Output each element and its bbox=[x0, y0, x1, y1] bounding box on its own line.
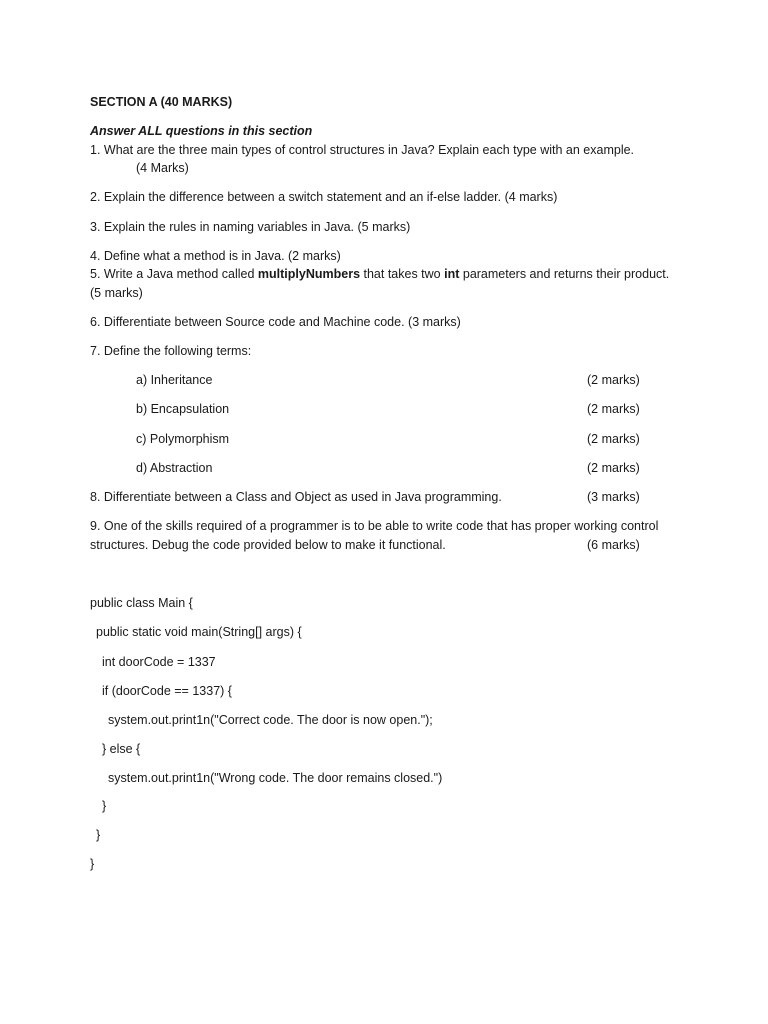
code-line: } bbox=[102, 799, 107, 813]
term-polymorphism-marks: (2 marks) bbox=[587, 432, 640, 446]
section-title: SECTION A (40 MARKS) bbox=[90, 95, 233, 109]
question-1-marks: (4 Marks) bbox=[136, 161, 189, 175]
question-5-suffix: parameters and returns their product. bbox=[459, 267, 670, 281]
code-line: if (doorCode == 1337) { bbox=[102, 684, 232, 698]
code-line: int doorCode = 1337 bbox=[102, 655, 216, 669]
code-line: public class Main { bbox=[90, 596, 193, 610]
term-inheritance: a) Inheritance bbox=[136, 373, 213, 387]
question-7-text: 7. Define the following terms: bbox=[90, 344, 252, 358]
code-line: system.out.print1n("Correct code. The door is now open."); bbox=[108, 713, 433, 727]
question-2-text: 2. Explain the difference between a switch statement and an if-else ladder. (4 marks) bbox=[90, 190, 558, 204]
question-9-marks: (6 marks) bbox=[587, 538, 640, 552]
question-8-text: 8. Differentiate between a Class and Object as used in Java programming. bbox=[90, 490, 502, 504]
code-line: } else { bbox=[102, 742, 141, 756]
term-polymorphism: c) Polymorphism bbox=[136, 432, 230, 446]
question-1-text: 1. What are the three main types of control structures in Java? Explain each type with an example. bbox=[90, 143, 635, 157]
question-9-line-2: structures. Debug the code provided below to make it functional. bbox=[90, 538, 446, 552]
term-inheritance-marks: (2 marks) bbox=[587, 373, 640, 387]
term-encapsulation-marks: (2 marks) bbox=[587, 402, 640, 416]
question-4-text: 4. Define what a method is in Java. (2 marks) bbox=[90, 249, 341, 263]
code-line: system.out.print1n("Wrong code. The door remains closed.") bbox=[108, 771, 443, 785]
code-line: } bbox=[96, 828, 101, 842]
term-abstraction-marks: (2 marks) bbox=[587, 461, 640, 475]
section-instruction: Answer ALL questions in this section bbox=[90, 124, 313, 138]
question-3-text: 3. Explain the rules in naming variables in Java. (5 marks) bbox=[90, 220, 411, 234]
question-5-marks: (5 marks) bbox=[90, 286, 143, 300]
code-line: } bbox=[90, 857, 95, 871]
question-5-middle: that takes two bbox=[360, 267, 445, 281]
method-name: multiplyNumbers bbox=[257, 267, 361, 281]
question-8-marks: (3 marks) bbox=[587, 490, 640, 504]
code-line: public static void main(String[] args) { bbox=[96, 625, 302, 639]
question-5-text bbox=[90, 267, 669, 282]
term-abstraction: d) Abstraction bbox=[136, 461, 213, 475]
question-6-text: 6. Differentiate between Source code and Machine code. (3 marks) bbox=[90, 315, 461, 329]
question-5-prefix: 5. Write a Java method called bbox=[90, 267, 258, 281]
question-9-line-1: 9. One of the skills required of a programmer is to be able to write code that has proper working control bbox=[90, 519, 659, 533]
type-name: int bbox=[444, 267, 460, 281]
term-encapsulation: b) Encapsulation bbox=[136, 402, 230, 416]
